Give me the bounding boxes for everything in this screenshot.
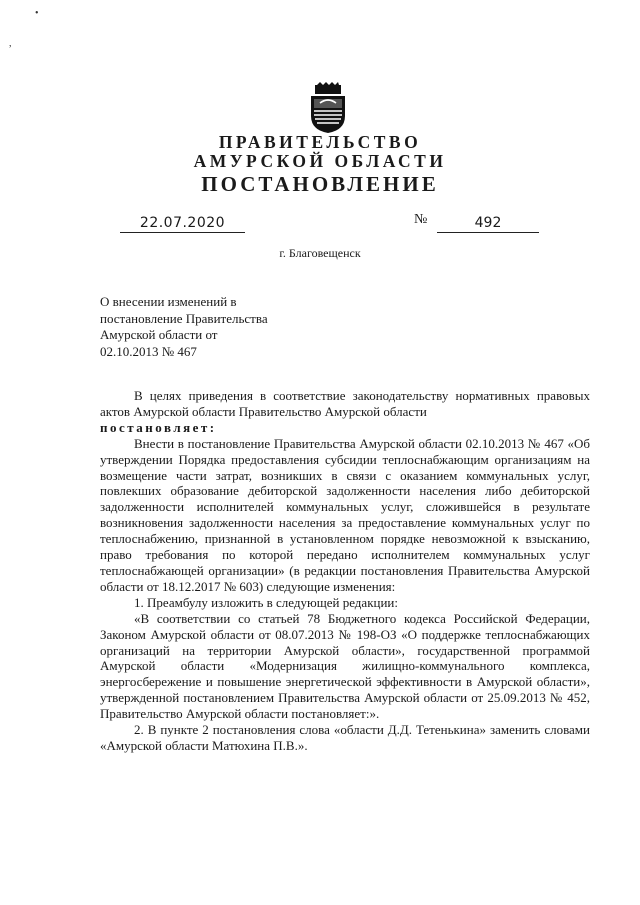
coat-of-arms-emblem [305, 82, 351, 134]
document-type-title: ПОСТАНОВЛЕНИЕ [201, 172, 439, 196]
document-date: 22.07.2020 [120, 214, 245, 233]
subject-line: О внесении изменений в [100, 294, 237, 309]
decree-word: постановляет: [100, 419, 217, 435]
government-name-line2: АМУРСКОЙ ОБЛАСТИ [193, 151, 447, 171]
subject-line: Амурской области от [100, 327, 218, 342]
document-subject [100, 294, 330, 360]
paragraph-item-1: 1. Преамбулу изложить в следующей редакции: [134, 594, 398, 610]
scan-speck: • [35, 8, 39, 19]
document-body [100, 388, 590, 754]
intro-paragraph: В целях приведения в соответствие законодательству нормативных правовых актов Амурской области Правительство Амурской области [100, 388, 590, 419]
number-label: № [414, 212, 428, 227]
paragraph-preamble-quote: «В соответствии со статьей 78 Бюджетного кодекса Российской Федерации, Законом Амурской области от 08.07.2013 № 198-ОЗ «О поддержке теплоснабжающих организаций на территории Амурской области», государственной программой Амурской области «Модернизация жилищно-коммунального комплекса, энергосбережение и повышение энергетической эффективности в Амурской области», утвержденной постановлением Правительства Амурской области от 25.09.2013 № 452, Правительство Амурской области постановляет:». [100, 610, 590, 722]
scan-speck: , [9, 38, 12, 49]
decree-word-paragraph [100, 420, 590, 436]
city-line: г. Благовещенск [279, 246, 361, 260]
government-name-line1: ПРАВИТЕЛЬСТВО [218, 132, 422, 152]
subject-line: 02.10.2013 № 467 [100, 343, 197, 359]
subject-line: постановление Правительства [100, 310, 268, 326]
document-number: 492 [437, 214, 539, 233]
paragraph-changes: Внести в постановление Правительства Амурской области 02.10.2013 № 467 «Об утверждении Порядка предоставления субсидии теплоснабжающим организациям на возмещение части затрат, возникших в связи с оказанием коммунальных услуг, повлекших образование дебиторской задолженности населения либо дебиторской задолженности исполнителей коммунальных услуг, сложившейся в результате возникновения задолженности населения за предоставление коммунальных услуг по теплоснабжению, признанной в установленном порядке невозможной к взысканию, право требования по которой передано исполнителем коммунальных услуг теплоснабжающей организации» (в редакции постановления Правительства Амурской области от 18.12.2017 № 603) следующие изменения: [100, 435, 590, 594]
paragraph-item-2: 2. В пункте 2 постановления слова «области Д.Д. Тетенькина» заменить словами «Амурской области Матюхина П.В.». [100, 722, 590, 753]
